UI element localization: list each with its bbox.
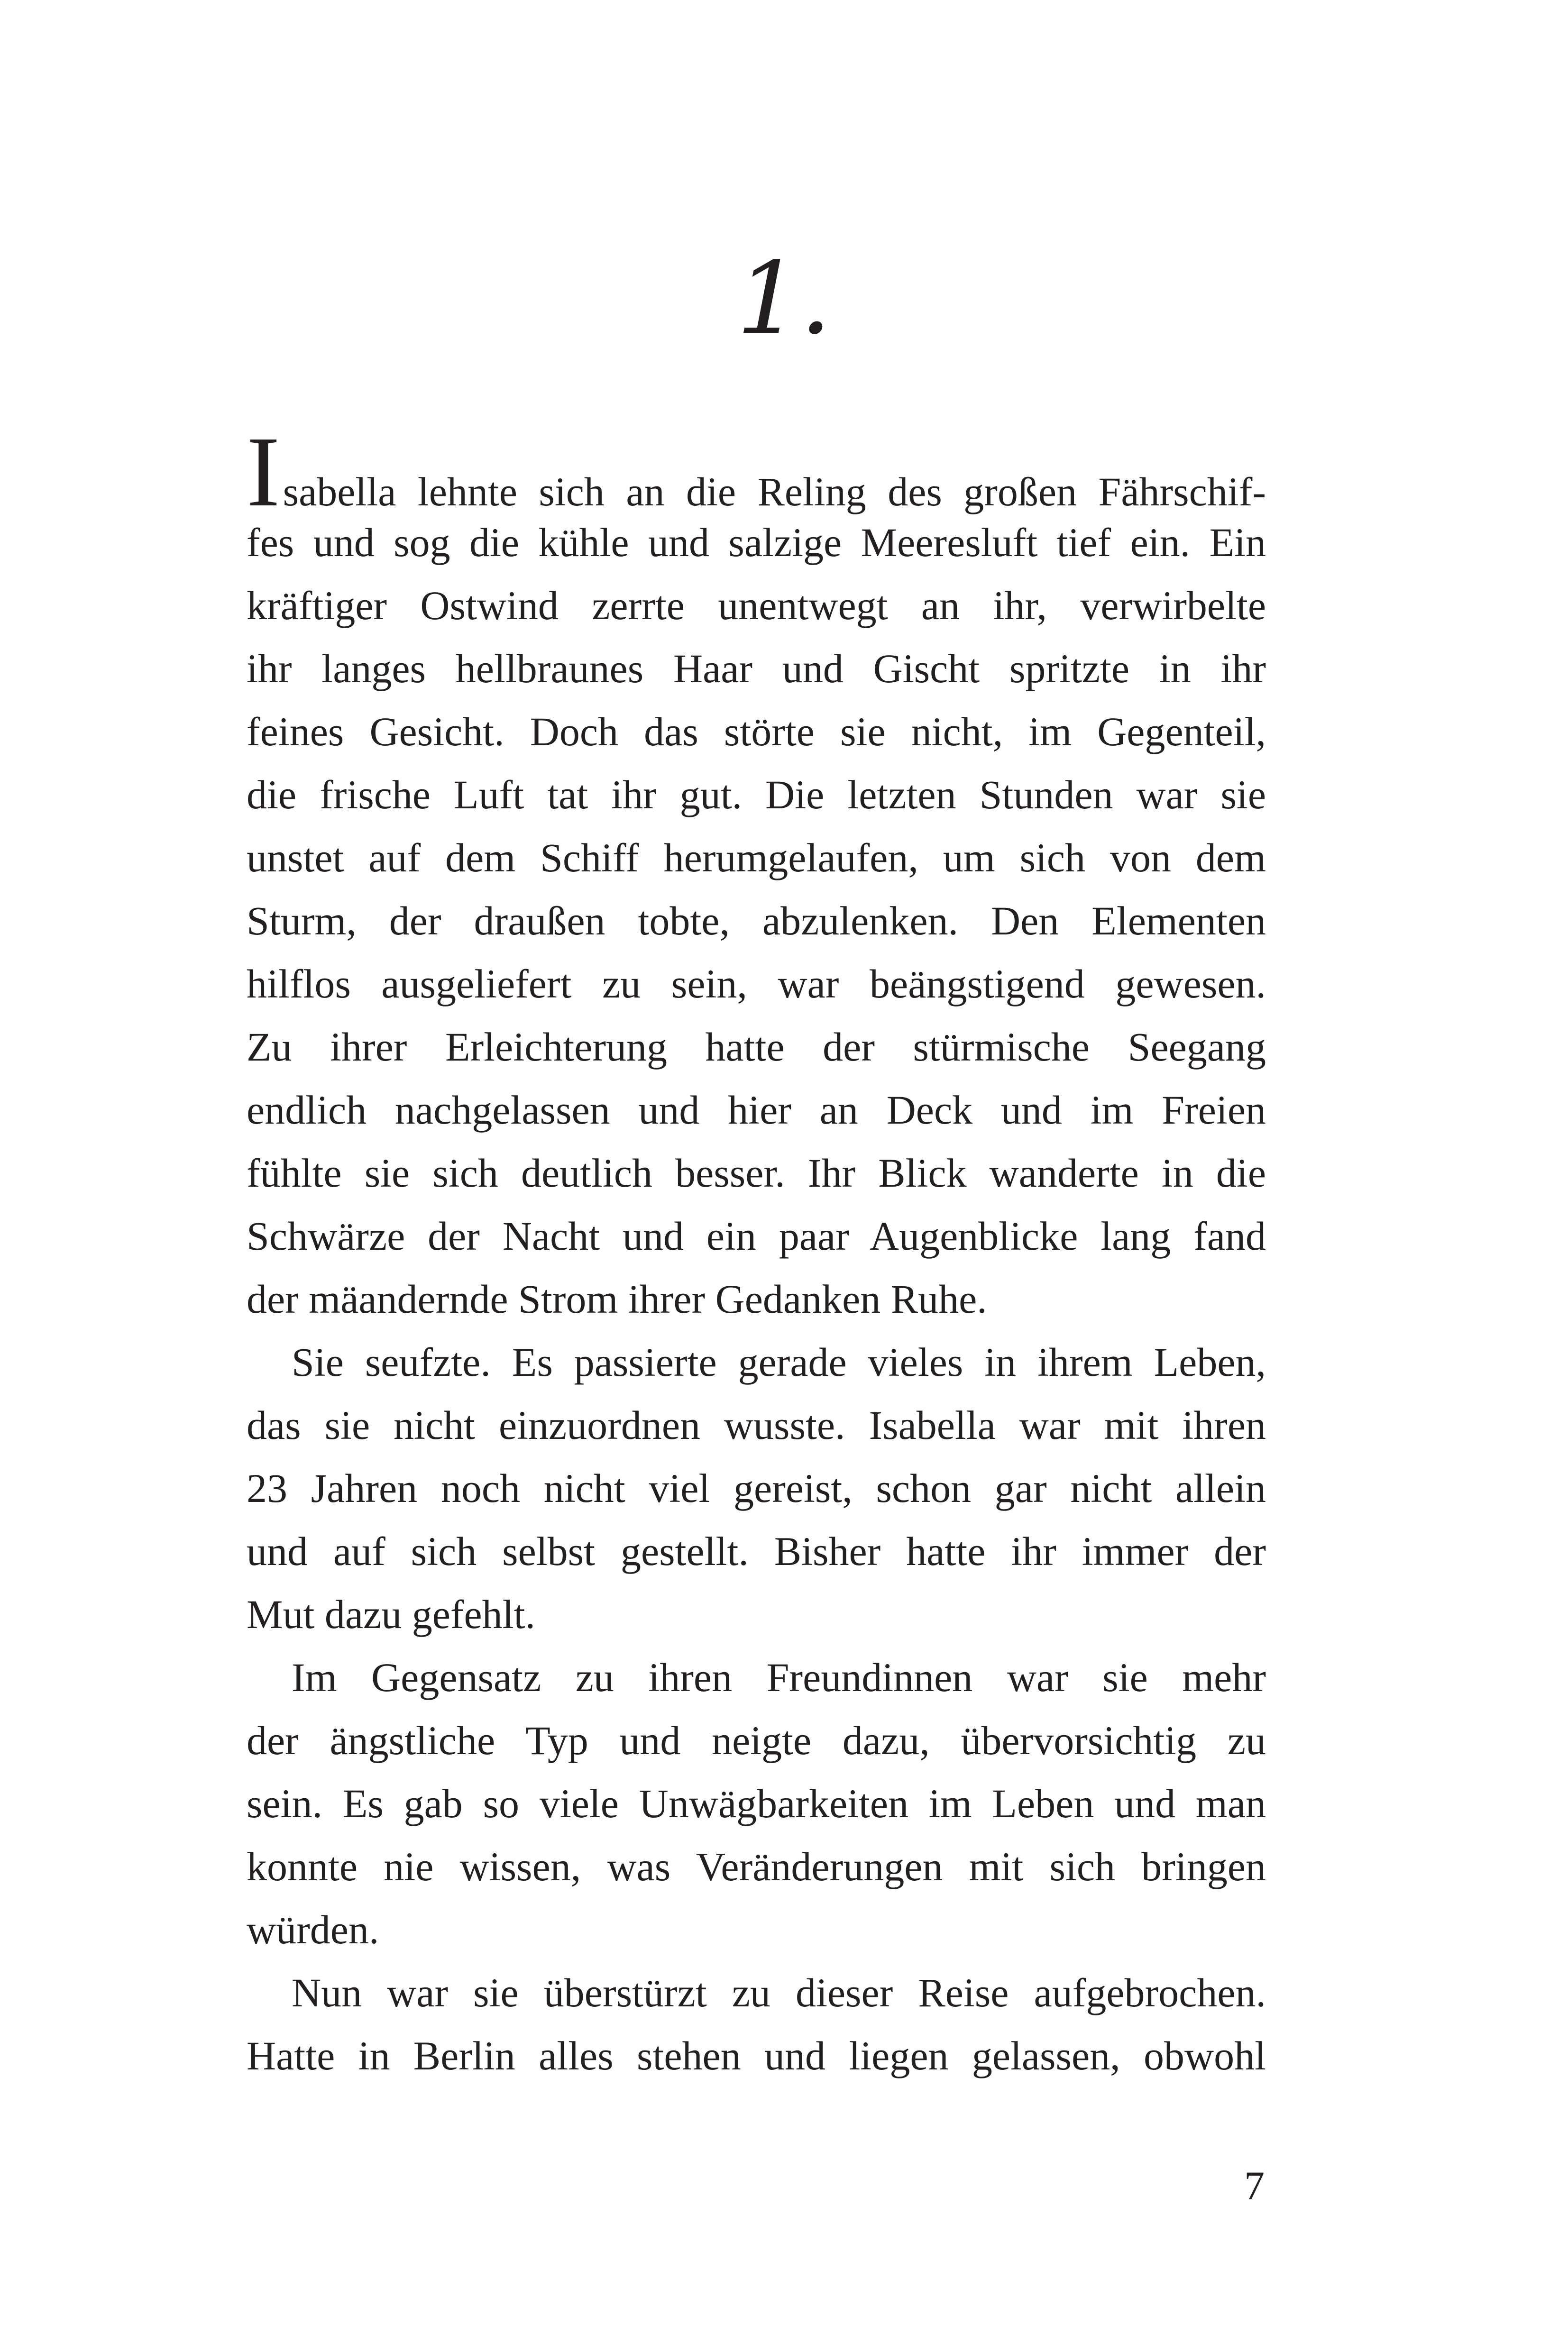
text-line: der ängstliche Typ und neigte dazu, übervorsichtig zu (247, 1718, 1266, 1763)
text-line: und auf sich selbst gestellt. Bisher hatte ihr immer der (247, 1528, 1266, 1574)
text-line: unstet auf dem Schiff herumgelaufen, um sich von dem (247, 835, 1266, 880)
text-line: Im Gegensatz zu ihren Freundinnen war sie mehr (292, 1655, 1266, 1700)
paragraph (247, 1961, 1266, 2087)
paragraph (247, 416, 1266, 1331)
text-line: hilflos ausgeliefert zu sein, war beängstigend gewesen. (247, 961, 1266, 1007)
page-number: 7 (1244, 2163, 1265, 2208)
text-line: sein. Es gab so viele Unwägbarkeiten im Leben und man (247, 1781, 1266, 1826)
text-line: fes und sog die kühle und salzige Meeresluft tief ein. Ein (247, 520, 1266, 565)
text-line: ihr langes hellbraunes Haar und Gischt spritzte in ihr (247, 646, 1266, 691)
text-line: Isabella lehnte sich an die Reling des großen Fährschif- (247, 416, 1266, 527)
chapter-number: 1. (736, 240, 832, 357)
drop-cap: I (247, 416, 280, 527)
text-line: Nun war sie überstürzt zu dieser Reise aufgebrochen. (292, 1970, 1266, 2015)
paragraph (247, 1646, 1266, 1961)
text-line: Hatte in Berlin alles stehen und liegen gelassen, obwohl (247, 2033, 1266, 2078)
text-line: Mut dazu gefehlt. (247, 1592, 535, 1637)
paragraph (247, 1331, 1266, 1646)
text-line: endlich nachgelassen und hier an Deck und im Freien (247, 1087, 1266, 1133)
text-line: feines Gesicht. Doch das störte sie nicht, im Gegenteil, (247, 709, 1266, 754)
text-line: würden. (247, 1907, 379, 1952)
text-line: fühlte sie sich deutlich besser. Ihr Blick wanderte in die (247, 1150, 1266, 1196)
text-line: Sie seufzte. Es passierte gerade vieles in ihrem Leben, (292, 1339, 1266, 1385)
text-line: konnte nie wissen, was Veränderungen mit sich bringen (247, 1844, 1266, 1889)
text-line: die frische Luft tat ihr gut. Die letzten Stunden war sie (247, 772, 1266, 817)
text-line: Sturm, der draußen tobte, abzulenken. Den Elementen (247, 898, 1266, 943)
text-line: 23 Jahren noch nicht viel gereist, schon gar nicht allein (247, 1465, 1266, 1511)
body-text (247, 416, 1266, 2087)
text-line: das sie nicht einzuordnen wusste. Isabella war mit ihren (247, 1402, 1266, 1448)
text-line: Schwärze der Nacht und ein paar Augenblicke lang fand (247, 1213, 1266, 1259)
text-line: kräftiger Ostwind zerrte unentwegt an ihr, verwirbelte (247, 583, 1266, 628)
text-line: der mäandernde Strom ihrer Gedanken Ruhe. (247, 1276, 987, 1322)
text-line: Zu ihrer Erleichterung hatte der stürmische Seegang (247, 1024, 1266, 1070)
